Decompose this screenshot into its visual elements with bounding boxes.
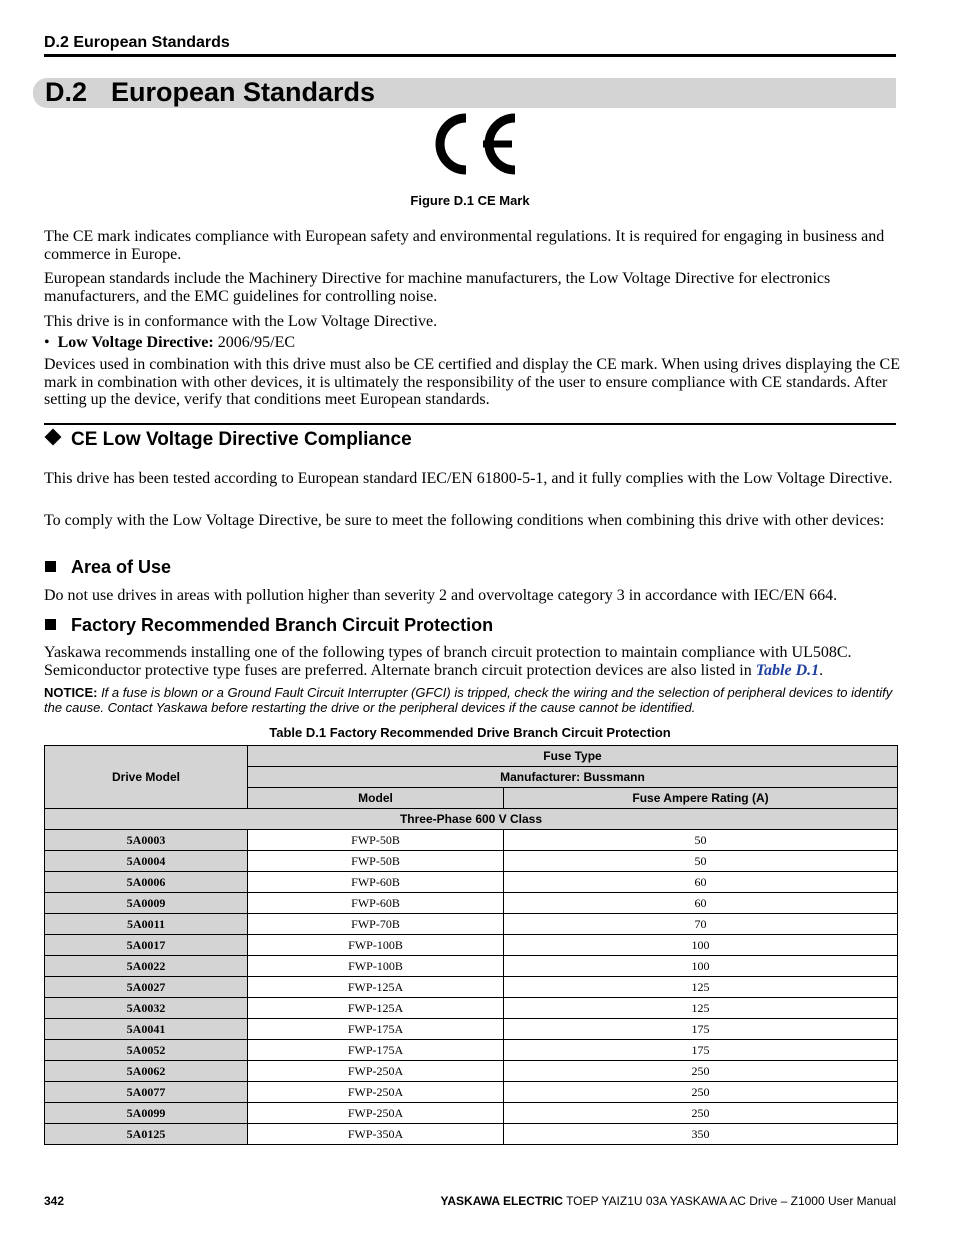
table-row [45, 1082, 898, 1103]
table-row [45, 893, 898, 914]
section-title-text: European Standards [111, 77, 376, 107]
fuse-model-cell: FWP-175A [248, 1019, 504, 1040]
drive-model-cell: 5A0004 [45, 851, 248, 872]
area-of-use-title: Area of Use [71, 557, 172, 577]
table-row [45, 1124, 898, 1145]
paragraph-devices: Devices used in combination with this drive must also be CE certified and display the CE mark. When using drives displaying the CE mark in combination with other devices, it is ultimately the responsibility of the user to ensure compliance with CE standards. After setting up the device, verify that conditions meet European standards. [44, 356, 900, 408]
table-row [45, 977, 898, 998]
table-row [45, 935, 898, 956]
fuse-rating-cell: 60 [504, 872, 898, 893]
table-row [45, 998, 898, 1019]
fuse-rating-cell: 70 [504, 914, 898, 935]
table-row [45, 1061, 898, 1082]
table-row [45, 1019, 898, 1040]
drive-model-cell: 5A0052 [45, 1040, 248, 1061]
fuse-rating-cell: 175 [504, 1019, 898, 1040]
fuse-model-cell: FWP-60B [248, 893, 504, 914]
fuse-model-cell: FWP-100B [248, 935, 504, 956]
paragraph-protection [44, 644, 900, 679]
running-header: D.2 European Standards [44, 34, 230, 51]
subsection-heading [44, 429, 412, 451]
notice [44, 686, 900, 715]
paragraph-area-of-use: Do not use drives in areas with pollution higher than severity 2 and overvoltage category 3 in accordance with IEC/EN 664. [44, 587, 838, 604]
table-row [45, 914, 898, 935]
fuse-rating-cell: 250 [504, 1061, 898, 1082]
fuse-rating-cell: 125 [504, 998, 898, 1019]
section-title [45, 77, 375, 108]
protection-text: Yaskawa recommends installing one of the following types of branch circuit protection to maintain compliance with UL508C. Semiconductor protective type fuses are preferred. Alternate branch circuit protection devices are also listed in [44, 644, 852, 679]
fuse-model-cell: FWP-175A [248, 1040, 504, 1061]
footer-doc-title: TOEP YAIZ1U 03A YASKAWA AC Drive – Z1000 User Manual [562, 1194, 896, 1208]
drive-model-cell: 5A0006 [45, 872, 248, 893]
fuse-table [44, 745, 898, 1145]
drive-model-cell: 5A0032 [45, 998, 248, 1019]
drive-model-cell: 5A0027 [45, 977, 248, 998]
paragraph-conformance: This drive is in conformance with the Low Voltage Directive. [44, 313, 438, 330]
fuse-model-cell: FWP-100B [248, 956, 504, 977]
bullet-value: 2006/95/EC [213, 334, 296, 351]
bullet-low-voltage: • Low Voltage Directive: 2006/95/EC [44, 334, 296, 351]
fuse-rating-cell: 50 [504, 851, 898, 872]
fuse-rating-cell: 250 [504, 1103, 898, 1124]
table-caption: Table D.1 Factory Recommended Drive Branch Circuit Protection [269, 725, 671, 740]
subsection-rule [44, 423, 896, 425]
table-row [45, 1040, 898, 1061]
footer-brand: YASKAWA ELECTRIC [440, 1194, 563, 1208]
fuse-model-cell: FWP-350A [248, 1124, 504, 1145]
notice-label: NOTICE: [44, 685, 98, 700]
fuse-rating-cell: 60 [504, 893, 898, 914]
square-bullet-icon [45, 561, 56, 572]
bullet-label: Low Voltage Directive: [57, 334, 214, 351]
drive-model-cell: 5A0041 [45, 1019, 248, 1040]
drive-model-cell: 5A0022 [45, 956, 248, 977]
notice-text: If a fuse is blown or a Ground Fault Circuit Interrupter (GFCI) is tripped, check the wiring and the selection of peripheral devices to identify the cause. Contact Yaskawa before restarting the drive or the peripheral devices if the cause cannot be identified. [44, 685, 893, 715]
fuse-rating-cell: 100 [504, 956, 898, 977]
fuse-model-cell: FWP-125A [248, 998, 504, 1019]
protection-title: Factory Recommended Branch Circuit Protection [71, 615, 494, 635]
table-row [45, 1103, 898, 1124]
fuse-model-cell: FWP-250A [248, 1082, 504, 1103]
fuse-rating-cell: 250 [504, 1082, 898, 1103]
paragraph-ce-mark: The CE mark indicates compliance with European safety and environmental regulations. It is required for engaging in business and commerce in Europe. [44, 228, 885, 263]
protection-text-end: . [819, 661, 824, 679]
diamond-bullet-icon [45, 429, 62, 446]
figure-caption: Figure D.1 CE Mark [410, 193, 530, 208]
paragraph-tested: This drive has been tested according to European standard IEC/EN 61800-5-1, and it fully complies with the Low Voltage Directive. [44, 470, 893, 487]
drive-model-cell: 5A0009 [45, 893, 248, 914]
table-row [45, 830, 898, 851]
header-model: Model [248, 788, 504, 809]
drive-model-cell: 5A0062 [45, 1061, 248, 1082]
drive-model-cell: 5A0077 [45, 1082, 248, 1103]
subsection-title: CE Low Voltage Directive Compliance [71, 429, 412, 450]
square-bullet-icon [45, 619, 56, 630]
area-of-use-heading [44, 557, 171, 578]
protection-heading [44, 615, 493, 636]
header-rating: Fuse Ampere Rating (A) [504, 788, 898, 809]
header-drive-model: Drive Model [45, 746, 248, 809]
fuse-rating-cell: 125 [504, 977, 898, 998]
fuse-model-cell: FWP-125A [248, 977, 504, 998]
fuse-model-cell: FWP-250A [248, 1061, 504, 1082]
fuse-model-cell: FWP-50B [248, 830, 504, 851]
fuse-rating-cell: 100 [504, 935, 898, 956]
section-number: D.2 [45, 77, 88, 107]
footer-document [440, 1194, 896, 1208]
fuse-model-cell: FWP-60B [248, 872, 504, 893]
header-manufacturer: Manufacturer: Bussmann [248, 767, 898, 788]
fuse-rating-cell: 175 [504, 1040, 898, 1061]
group-row-label: Three-Phase 600 V Class [45, 809, 898, 830]
table-row [45, 956, 898, 977]
drive-model-cell: 5A0003 [45, 830, 248, 851]
fuse-model-cell: FWP-50B [248, 851, 504, 872]
fuse-rating-cell: 50 [504, 830, 898, 851]
table-link[interactable]: Table D.1 [755, 661, 820, 679]
table-row [45, 872, 898, 893]
fuse-rating-cell: 350 [504, 1124, 898, 1145]
drive-model-cell: 5A0099 [45, 1103, 248, 1124]
table-row [45, 851, 898, 872]
drive-model-cell: 5A0125 [45, 1124, 248, 1145]
ce-mark-logo [424, 111, 518, 177]
paragraph-standards: European standards include the Machinery Directive for machine manufacturers, the Low Voltage Directive for electronics manufacturers, and the EMC guidelines for controlling noise. [44, 270, 831, 305]
drive-model-cell: 5A0011 [45, 914, 248, 935]
header-rule [44, 54, 896, 57]
fuse-model-cell: FWP-70B [248, 914, 504, 935]
fuse-model-cell: FWP-250A [248, 1103, 504, 1124]
page-number: 342 [44, 1194, 65, 1208]
header-fuse-type: Fuse Type [248, 746, 898, 767]
drive-model-cell: 5A0017 [45, 935, 248, 956]
paragraph-comply: To comply with the Low Voltage Directive, be sure to meet the following conditions when combining this drive with other devices: [44, 512, 885, 529]
